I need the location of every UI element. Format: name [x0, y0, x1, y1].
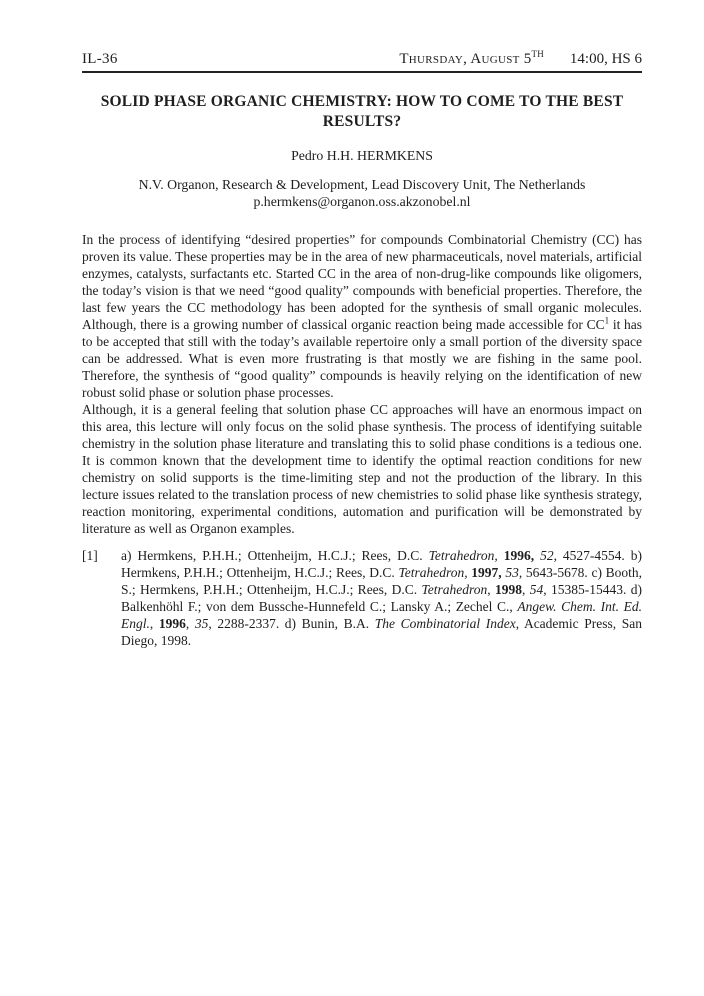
header-time-room: 14:00, HS 6 [569, 51, 642, 67]
header-date: Thursday, August 5 [399, 51, 532, 67]
paper-title: SOLID PHASE ORGANIC CHEMISTRY: HOW TO COME TO THE BEST RESULTS? [100, 93, 624, 130]
abstract-paragraph: In the process of identifying “desired properties” for compounds Combinatorial Chemistry (CC) has proven its value. These properties may be in the area of new pharmaceuticals, novel materials, artificial enzymes, catalysts, surfactants etc. Started CC in the area of non-drug-like compounds like oligomers, the today’s vision is that we need “good quality” compounds with beneficial properties. Therefore, the last few years the CC methodology has been adopted for the synthesis of small organic molecules. Although, there is a growing number of classical organic reaction being made accessible for $CC^1$ it has to be accepted that still with the today’s available repertoire only a small portion of the diversity space can be addressed. What is even more frustrating is that mostly we are fishing in the same pool. Therefore, the synthesis of “good quality” compounds is heavily relying on the identification of new robust solid phase or solution phase processes. [82, 232, 643, 400]
header-rule [82, 71, 642, 73]
session-code: IL-36 [82, 51, 118, 67]
reference-text: a) Hermkens, P.H.H.; Ottenheijm, H.C.J.; Rees, D.C. Tetrahedron, 1996, 52, 4527-4554. b) Hermkens, P.H.H.; Ottenheijm, H.C.J.; Rees, D.C. Tetrahedron, 1997, 53, 5643-5678. c) Booth, S.; Hermkens, P.H.H.; Ottenheijm, H.C.J.; Rees, D.C. Tetrahedron, 1998, 54, 15385-15443. d) Balkenhöhl F.; von dem Bussche-Hunnefeld C.; Lansky A.; Zechel C., Angew. Chem. Int. Ed. Engl., 1996, 35, 2288-2337. d) Bunin, B.A. The Combinatorial Index, Academic Press, San Diego, 1998. [121, 548, 643, 648]
abstract-paragraph: Although, it is a general feeling that solution phase CC approaches will have an enormous impact on this area, this lecture will only focus on the solid phase synthesis. The process of identifying suitable chemistry in the solution phase literature and translating this to solid phase conditions is a tedious one. It is common known that the development time to identify the optimal reaction conditions for new chemistry on solid supports is the time-limiting step and not the production of the library. In this lecture issues related to the translation process of new chemistries to solid phase like synthesis strategy, reaction monitoring, experimental conditions, automation and purification will be demonstrated by literature as well as Organon examples. [82, 402, 642, 536]
affiliation: N.V. Organon, Research & Development, Lead Discovery Unit, The Netherlands [138, 177, 586, 192]
email-address: p.hermkens@organon.oss.akzonobel.nl [253, 194, 471, 209]
reference-label: [1] [82, 548, 98, 563]
author-name: Pedro H.H. HERMKENS [291, 148, 433, 163]
page-header [82, 50, 642, 68]
reference-item [82, 547, 642, 649]
header-date-time [399, 50, 642, 68]
header-date-ordinal: TH [531, 49, 544, 59]
abstract-body [82, 231, 642, 537]
references-section [82, 547, 642, 649]
page-content [82, 0, 642, 649]
